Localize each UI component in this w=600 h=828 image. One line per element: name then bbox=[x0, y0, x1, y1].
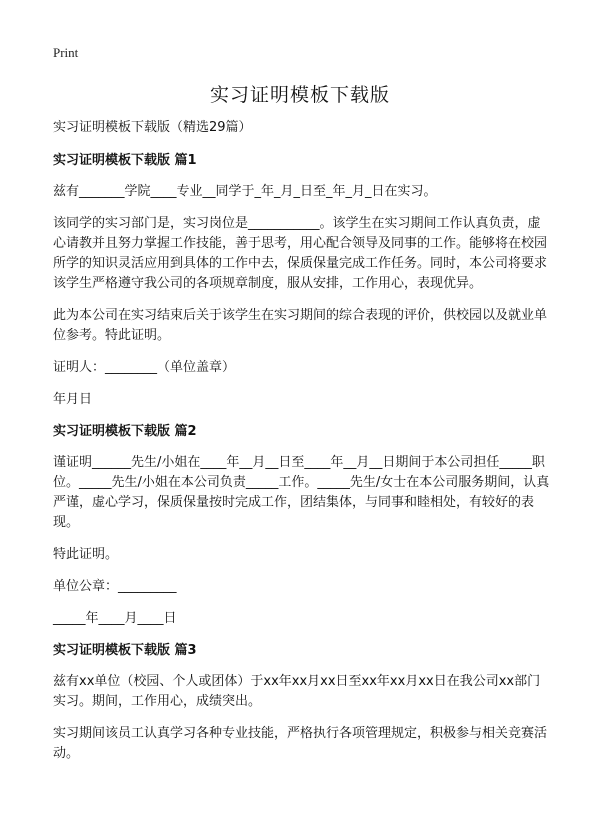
print-link[interactable]: Print bbox=[53, 45, 79, 60]
section-1-date-line: 年月日 bbox=[53, 392, 93, 407]
section-2-date-line: _____年____月____日 bbox=[53, 611, 177, 626]
section-1-signature-line: 证明人：________（单位盖章） bbox=[53, 360, 236, 375]
section-3-paragraph: 兹有xx单位（校园、个人或团体）于xx年xx月xx日至xx年xx月xx日在我公司xx部门实习。期间，工作用心，成绩突出。 bbox=[53, 674, 541, 709]
document-title: 实习证明模板下载版 bbox=[209, 84, 390, 106]
section-2-paragraph: 特此证明。 bbox=[53, 547, 119, 562]
section-heading-2: 实习证明模板下载版 篇2 bbox=[53, 424, 197, 439]
document-subtitle: 实习证明模板下载版（精选29篇） bbox=[53, 120, 252, 135]
section-2-seal-line: 单位公章：_________ bbox=[53, 579, 177, 594]
section-heading-3: 实习证明模板下载版 篇3 bbox=[53, 643, 197, 658]
section-heading-1: 实习证明模板下载版 篇1 bbox=[53, 153, 197, 168]
section-3-paragraph: 实习期间该员工认真学习各种专业技能，严格执行各项管理规定，积极参与相关竞赛活动。 bbox=[53, 726, 548, 761]
section-1-paragraph: 此为本公司在实习结束后关于该学生在实习期间的综合表现的评价，供校园以及就业单位参考。特此证明。 bbox=[53, 308, 548, 343]
section-1-paragraph: 该同学的实习部门是，实习岗位是___________。该学生在实习期间工作认真负责，虚心请教并且努力掌握工作技能，善于思考，用心配合领导及同事的工作。能够将在校园所学的知识灵活应用到具体的工作中去，保质保量完成工作任务。同时，本公司将要求该学生严格遵守我公司的各项规章制度，服从安排，工作用心，表现优异。 bbox=[53, 216, 548, 291]
section-1-paragraph: 兹有_______学院____专业__同学于_年_月_日至_年_月_日在实习。 bbox=[53, 184, 437, 199]
document-body bbox=[53, 118, 553, 776]
section-2-paragraph: 谨证明______先生/小姐在____年__月__日至____年__月__日期间于本公司担任_____职位。_____先生/小姐在本公司负责_____工作。_____先生/女士在本公司服务期间，认真严谨，虚心学习，保质保量按时完成工作，团结集体，与同事和睦相处，有较好的表现。 bbox=[53, 455, 550, 530]
